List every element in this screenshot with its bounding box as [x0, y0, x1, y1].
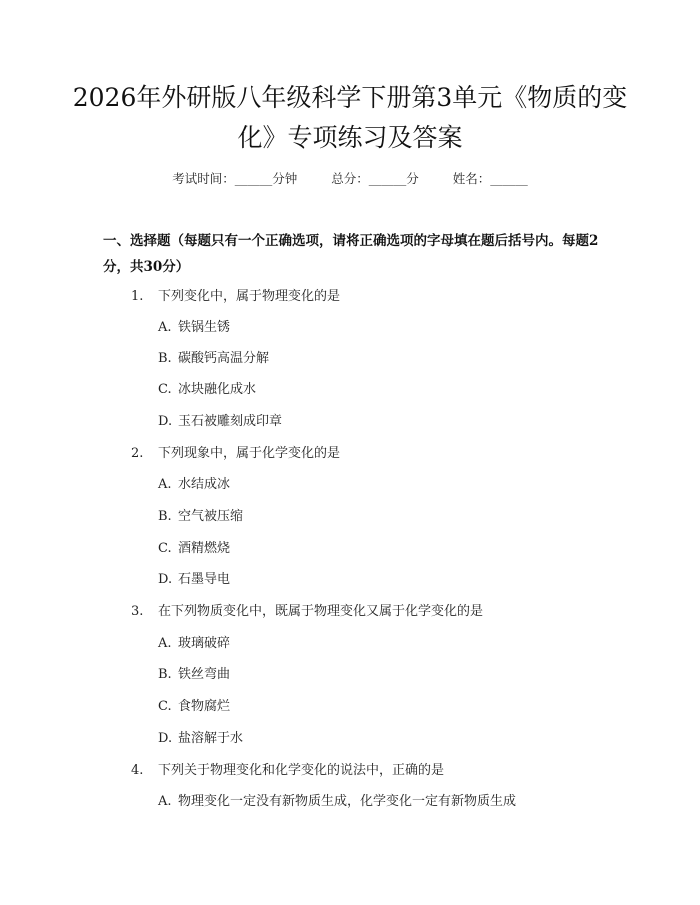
option-2b — [158, 505, 243, 524]
option-letter: B. — [158, 351, 172, 366]
option-4a — [158, 790, 516, 809]
option-text: 铁锅生锈 — [178, 320, 231, 335]
total-score-blank: ______ — [368, 171, 407, 186]
option-letter: C. — [158, 699, 172, 714]
total-score-field — [331, 171, 423, 186]
total-score-unit: 分 — [406, 171, 419, 186]
option-text: 玻璃破碎 — [178, 636, 231, 651]
option-2d — [158, 568, 230, 587]
student-name-blank: ______ — [490, 171, 528, 186]
option-1d — [158, 410, 282, 429]
option-text: 盐溶解于水 — [178, 731, 244, 746]
exam-time-unit: 分钟 — [272, 171, 298, 186]
question-4 — [131, 759, 444, 778]
option-letter: B. — [158, 509, 172, 524]
option-text: 铁丝弯曲 — [178, 667, 231, 682]
question-number: 4. — [131, 763, 144, 778]
question-text: 在下列物质变化中，既属于物理变化又属于化学变化的是 — [158, 604, 484, 619]
option-letter: D. — [158, 572, 173, 587]
question-1 — [131, 285, 340, 304]
question-2 — [131, 442, 340, 461]
exam-info-line — [0, 169, 700, 187]
section-heading: 一、选择题（每题只有一个正确选项，请将正确选项的字母填在题后括号内。每题2分，共30分） — [103, 233, 599, 275]
student-name-field — [453, 171, 528, 186]
question-text: 下列现象中，属于化学变化的是 — [158, 446, 341, 461]
question-3 — [131, 600, 483, 619]
option-text: 食物腐烂 — [178, 699, 231, 714]
exam-time-field — [172, 171, 301, 186]
question-text: 下列关于物理变化和化学变化的说法中，正确的是 — [158, 763, 445, 778]
option-1b — [158, 347, 269, 366]
option-3d — [158, 727, 243, 746]
option-2c — [158, 537, 230, 556]
option-1a — [158, 316, 230, 335]
option-1c — [158, 378, 256, 397]
option-text: 碳酸钙高温分解 — [178, 351, 270, 366]
option-2a — [158, 473, 230, 492]
question-number: 2. — [131, 446, 144, 461]
exam-time-blank: ______ — [234, 171, 273, 186]
option-letter: D. — [158, 731, 173, 746]
total-score-label: 总分： — [331, 171, 369, 186]
option-text: 空气被压缩 — [178, 509, 244, 524]
option-text: 石墨导电 — [178, 572, 231, 587]
student-name-label: 姓名： — [452, 171, 491, 186]
option-letter: A. — [158, 477, 172, 492]
option-letter: A. — [158, 320, 172, 335]
option-text: 酒精燃烧 — [178, 541, 231, 556]
option-text: 物理变化一定没有新物质生成，化学变化一定有新物质生成 — [178, 794, 517, 809]
option-text: 冰块融化成水 — [178, 382, 257, 397]
question-text: 下列变化中，属于物理变化的是 — [158, 289, 341, 304]
option-letter: B. — [158, 667, 172, 682]
page-title: 2026年外研版八年级科学下册第3单元《物质的变化》专项练习及答案 — [72, 83, 628, 152]
option-letter: A. — [158, 794, 172, 809]
option-letter: A. — [158, 636, 172, 651]
option-text: 玉石被雕刻成印章 — [178, 414, 283, 429]
option-3c — [158, 695, 230, 714]
option-letter: D. — [158, 414, 173, 429]
question-number: 1. — [131, 289, 144, 304]
option-text: 水结成冰 — [178, 477, 231, 492]
option-3b — [158, 663, 230, 682]
option-letter: C. — [158, 541, 172, 556]
exam-time-label: 考试时间： — [172, 171, 235, 186]
question-number: 3. — [131, 604, 144, 619]
option-letter: C. — [158, 382, 172, 397]
option-3a — [158, 632, 230, 651]
